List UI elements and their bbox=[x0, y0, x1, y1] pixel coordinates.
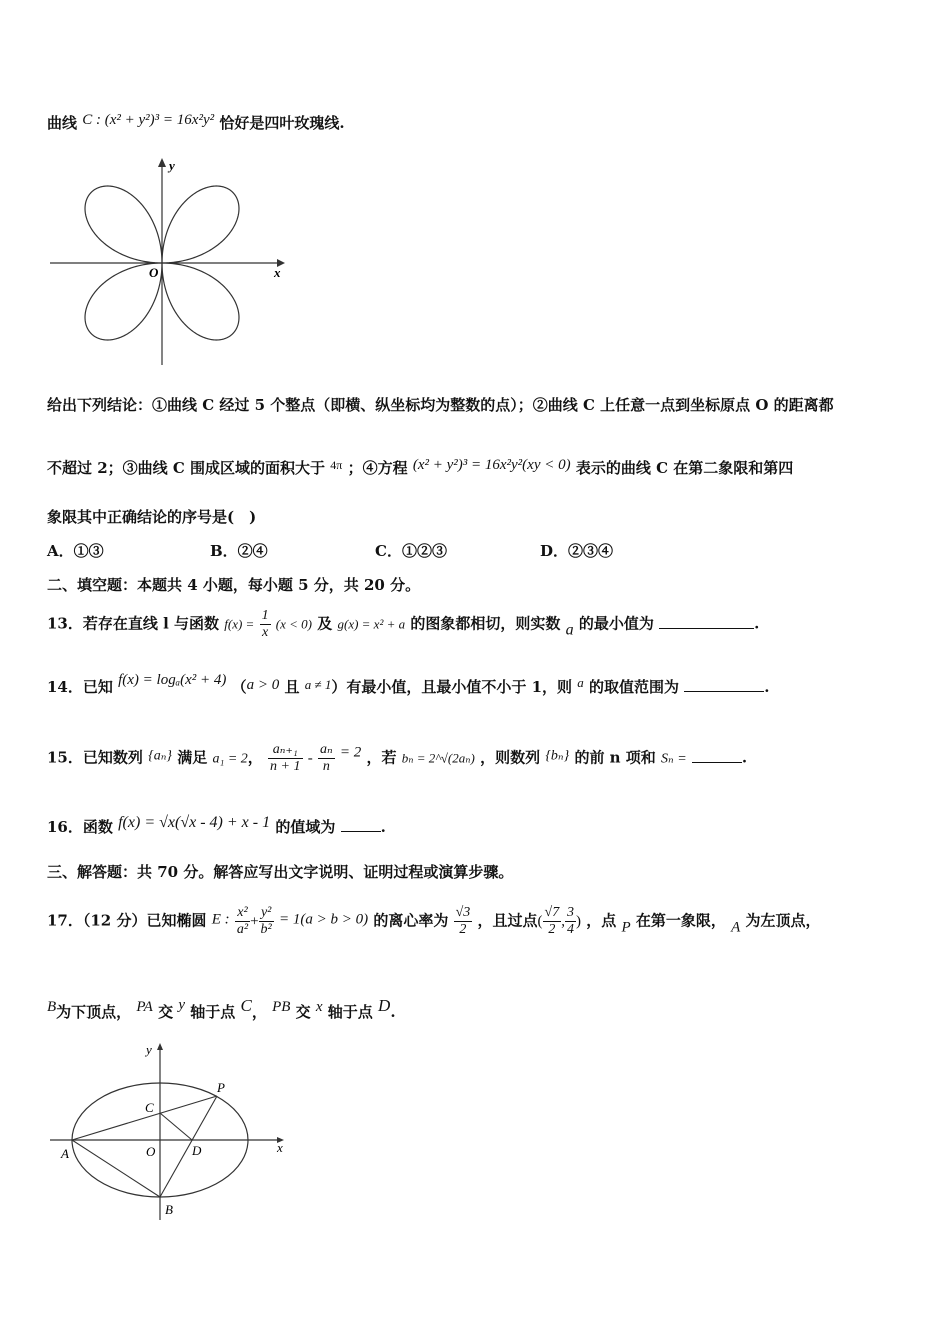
segment-CD bbox=[160, 1113, 192, 1140]
conclusions-line-3: 象限其中正确结论的序号是( ) bbox=[47, 508, 257, 526]
q13-text: 的图象都相切，则实数 bbox=[410, 614, 561, 633]
q17-pt-a-den: 2 bbox=[548, 922, 556, 937]
q17-plus: + bbox=[250, 913, 259, 930]
q17-quadrant-text: 在第一象限， bbox=[635, 911, 726, 930]
q17-y-axis: y bbox=[178, 997, 185, 1013]
q17-ecc-den: 2 bbox=[459, 922, 467, 937]
q15-if: ，若 bbox=[366, 748, 397, 767]
q15-frac-2 bbox=[318, 742, 335, 775]
q13-f: f(x) = bbox=[224, 616, 255, 632]
q17-B: B bbox=[47, 999, 57, 1015]
q14-f: f(x) = logₐ(x² + 4) bbox=[118, 672, 227, 688]
section-3-heading: 三、解答题：共 70 分。解答应写出文字说明、证明过程或演算步骤。 bbox=[47, 863, 514, 881]
q14-answer-blank[interactable] bbox=[684, 677, 764, 692]
choice-c[interactable]: C．①②③ bbox=[375, 542, 447, 560]
label-x: x bbox=[277, 1140, 283, 1155]
q16-ask: 的值域为 bbox=[275, 818, 336, 836]
q17-ecc-text: 的离心率为 bbox=[373, 911, 449, 930]
ellipse-figure bbox=[45, 1040, 305, 1230]
q17-p: P bbox=[621, 919, 631, 936]
q17-x2: x² bbox=[235, 905, 250, 922]
label-D: D bbox=[192, 1143, 202, 1158]
label-C: C bbox=[145, 1100, 154, 1115]
choice-d[interactable]: D．②③④ bbox=[540, 542, 614, 560]
q13-f-cond: (x < 0) bbox=[275, 616, 312, 632]
y-axis-arrow-icon bbox=[157, 1043, 163, 1050]
q15-bn: bₙ = 2^√(2aₙ) bbox=[401, 750, 475, 766]
q13-ask: 的最小值为 bbox=[578, 614, 654, 633]
conclusion-4-tail: 表示的曲线 C 在第二象限和第四 bbox=[575, 459, 794, 477]
q17-pt-b-num: 3 bbox=[566, 905, 574, 920]
q17-eccentricity bbox=[454, 905, 473, 938]
q15-satisfy: 满足 bbox=[177, 748, 208, 767]
conclusion-3-text: 不超过 2；③曲线 C 围成区域的面积大于 bbox=[47, 459, 326, 477]
q17-pt-b-den: 4 bbox=[566, 922, 574, 937]
q17-e-label: E : bbox=[211, 911, 230, 928]
q16-intro: 16．函数 bbox=[47, 818, 113, 836]
label-A: A bbox=[61, 1146, 69, 1161]
q17-frac-y bbox=[259, 905, 274, 938]
q17-a2: a² bbox=[236, 922, 249, 937]
q14-var: a bbox=[577, 675, 584, 690]
q15-sum-text: 的前 n 项和 bbox=[574, 748, 656, 767]
intro-line bbox=[47, 110, 345, 133]
question-16: 16．函数 f(x) = √x(√x - 4) + x - 1 的值域为 . bbox=[47, 814, 386, 836]
conclusion-4-equation: (x² + y²)³ = 16x²y²(xy < 0) bbox=[412, 457, 571, 473]
q13-g: g(x) = x² + a bbox=[337, 616, 406, 632]
label-y: y bbox=[146, 1042, 152, 1057]
q15-num2: aₙ bbox=[319, 742, 333, 757]
q15-a1: a₁ = 2 bbox=[212, 751, 248, 767]
q15-den2: n bbox=[322, 759, 330, 774]
rose-equation: C : (x² + y²)³ = 16x²y² bbox=[82, 112, 215, 128]
q14-ask: 的取值范围为 bbox=[589, 678, 680, 696]
q17-ecc-num: √3 bbox=[455, 905, 471, 920]
choice-a[interactable]: A．①③ bbox=[47, 542, 104, 560]
y-axis-arrow-icon bbox=[158, 158, 166, 167]
q17-b2: b² bbox=[260, 922, 272, 937]
q13-and: 及 bbox=[317, 614, 333, 633]
q17-C: C bbox=[240, 996, 252, 1015]
q17-meet-2: 交 bbox=[295, 1003, 311, 1021]
q16-f: f(x) = √x(√x - 4) + x - 1 bbox=[118, 814, 271, 831]
q17-e-rest: = 1(a > b > 0) bbox=[278, 911, 369, 928]
q17-point-x bbox=[543, 905, 562, 938]
q17-lower-vertex: 为下顶点， bbox=[56, 1003, 132, 1021]
q17-PB: PB bbox=[272, 999, 291, 1015]
intro-prefix: 曲线 bbox=[47, 114, 78, 132]
origin-label: O bbox=[149, 265, 159, 280]
q17-D: D bbox=[378, 996, 391, 1015]
q17-pass-text: ，且过点 bbox=[477, 911, 538, 930]
q17-left-vertex: 为左顶点， bbox=[745, 911, 821, 930]
q15-den1: n + 1 bbox=[270, 759, 301, 774]
conclusion-4-text: ；④方程 bbox=[347, 459, 408, 477]
q17-point-text: ，点 bbox=[586, 911, 617, 930]
q17-axis-at-1: 轴于点 bbox=[190, 1003, 236, 1021]
q17-axis-at-2: 轴于点 bbox=[327, 1003, 373, 1021]
q15-eq2: = 2 bbox=[339, 744, 362, 761]
x-axis-label: x bbox=[274, 265, 281, 280]
q15-frac-1 bbox=[268, 742, 302, 775]
question-17-line-2 bbox=[47, 995, 396, 1022]
q15-sn: Sₙ = bbox=[661, 751, 687, 767]
q13-var: a bbox=[565, 621, 574, 639]
question-14: 14．已知 f(x) = logₐ(x² + 4) （a > 0 且 a ≠ 1）有最小值，且最小值不小于 1，则 a 的取值范围为 . bbox=[47, 672, 770, 696]
q16-answer-blank[interactable] bbox=[341, 817, 381, 832]
section-2-heading: 二、填空题：本题共 4 小题，每小题 5 分，共 20 分。 bbox=[47, 576, 421, 594]
q15-then: ，则数列 bbox=[480, 748, 541, 767]
q17-point-y bbox=[565, 905, 576, 938]
label-P: P bbox=[217, 1080, 225, 1095]
q15-answer-blank[interactable] bbox=[692, 748, 742, 763]
q15-period: . bbox=[741, 748, 748, 767]
question-17-line-1: 17．（12 分）已知椭圆 E : $\frac{\text{x²}}{\text{a²}}$ + $\frac{\text{y²}}{\text{b²}}$ = 1(a > b > 0) 的离心率为 $\frac{√3}{2}$ ，且过点( $\frac{√7}{2}$ , $\frac{3}{4}$ ) ，点 P 在第一象限， A 为左顶点， bbox=[47, 905, 821, 937]
label-O: O bbox=[146, 1144, 156, 1159]
rose-curve-figure bbox=[45, 155, 295, 370]
area-value: 4π bbox=[330, 458, 343, 472]
intro-suffix: 恰好是四叶玫瑰线. bbox=[219, 114, 345, 132]
q17-frac-x bbox=[235, 905, 250, 938]
q17-PA: PA bbox=[136, 999, 153, 1015]
q15-intro: 15．已知数列 bbox=[47, 748, 143, 767]
q17-A: A bbox=[731, 919, 741, 936]
question-15 bbox=[47, 742, 747, 775]
q14-paren-open: （ bbox=[231, 678, 247, 696]
choice-b[interactable]: B．②④ bbox=[210, 542, 268, 560]
label-B: B bbox=[165, 1202, 173, 1217]
q17-y2: y² bbox=[259, 905, 274, 922]
q14-text: ）有最小值，且最小值不小于 1，则 bbox=[331, 678, 573, 696]
q14-intro: 14．已知 bbox=[47, 678, 113, 696]
q17-intro: 17．（12 分）已知椭圆 bbox=[47, 911, 207, 930]
q17-meet-1: 交 bbox=[158, 1003, 174, 1021]
q15-minus: - bbox=[307, 750, 313, 767]
y-axis-label: y bbox=[169, 158, 175, 173]
q17-period: . bbox=[390, 1003, 396, 1021]
q17-pt-a-num: √7 bbox=[544, 905, 560, 920]
question-13: 13．若存在直线 l 与函数 f(x) = $\frac{1}{x}$ (x < 0) 及 g(x) = x² + a 的图象都相切，则实数 a 的最小值为 . bbox=[47, 608, 760, 640]
q14-and: 且 bbox=[284, 678, 300, 696]
q14-cond2: a ≠ 1 bbox=[304, 677, 332, 692]
q13-frac-num: 1 bbox=[261, 608, 269, 623]
conclusions-line-1: 给出下列结论：①曲线 C 经过 5 个整点（即横、纵坐标均为整数的点）；②曲线 C 上任意一点到坐标原点 O 的距离都 bbox=[47, 396, 834, 414]
q13-intro: 13．若存在直线 l 与函数 bbox=[47, 614, 220, 633]
q14-cond1: a > 0 bbox=[246, 677, 280, 693]
q15-seq-b: {bₙ} bbox=[545, 748, 570, 764]
conclusions-line-2 bbox=[47, 455, 793, 478]
q17-x-axis: x bbox=[315, 999, 323, 1015]
q13-frac-den: x bbox=[261, 625, 269, 640]
q17-comma: ， bbox=[251, 1003, 267, 1021]
q13-answer-blank[interactable] bbox=[659, 614, 754, 629]
q13-fraction bbox=[260, 608, 271, 641]
q15-num1: aₙ₊₁ bbox=[268, 742, 302, 759]
q15-seq-a: {aₙ} bbox=[148, 748, 172, 764]
q15-comma: ， bbox=[247, 748, 263, 767]
